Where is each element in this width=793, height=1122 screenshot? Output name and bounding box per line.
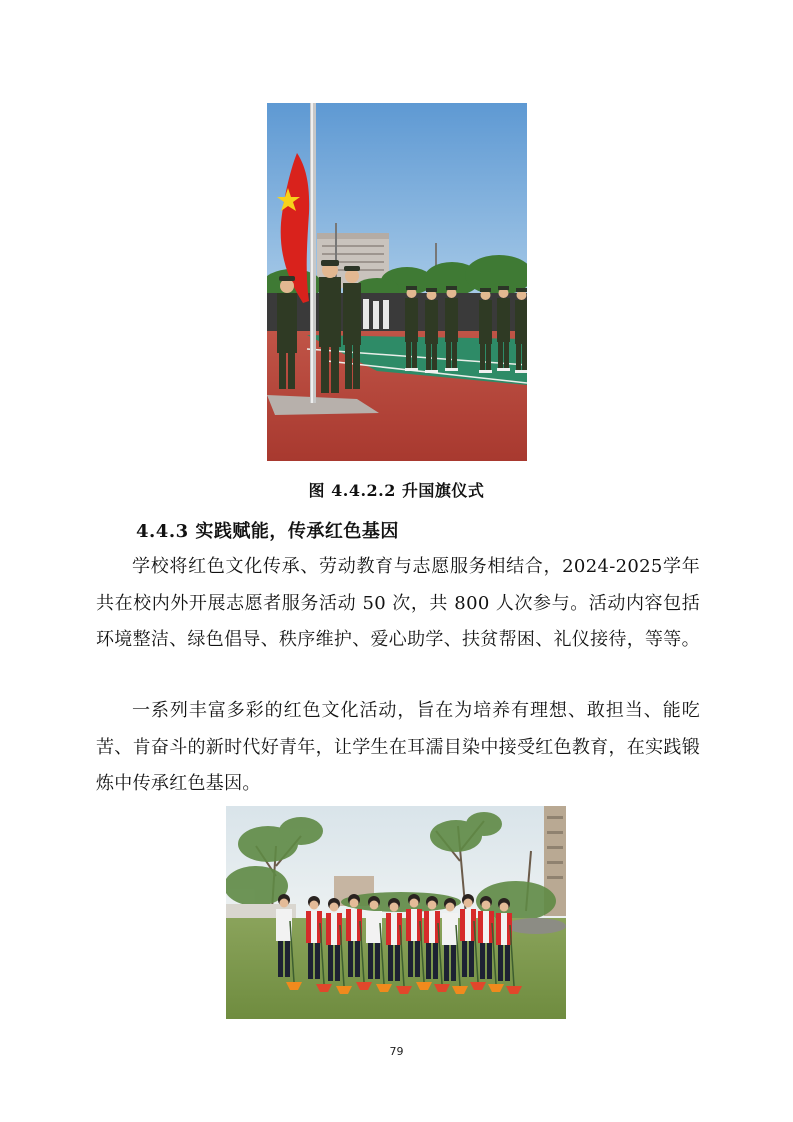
section-heading: 4.4.3 实践赋能，传承红色基因	[136, 521, 399, 542]
body-paragraph: 一系列丰富多彩的红色文化活动，旨在为培养有理想、敢担当、能吃苦、肯奋斗的新时代好青年，让学生在耳濡目染中接受红色教育，在实践锻炼中传承红色基因。	[96, 700, 700, 794]
volunteer-group-photo	[226, 806, 566, 1019]
flag-raising-ceremony-photo	[267, 103, 527, 461]
page-number: 79	[389, 1045, 404, 1058]
body-paragraph: 学校将红色文化传承、劳动教育与志愿服务相结合，2024-2025学年共在校内外开展志愿者服务活动 50 次，共 800 人次参与。活动内容包括环境整洁、绿色倡导、秩序维护、爱心助学、扶贫帮困、礼仪接待，等等。	[96, 556, 700, 650]
figure-caption: 图 4.4.2.2 升国旗仪式	[308, 481, 485, 500]
